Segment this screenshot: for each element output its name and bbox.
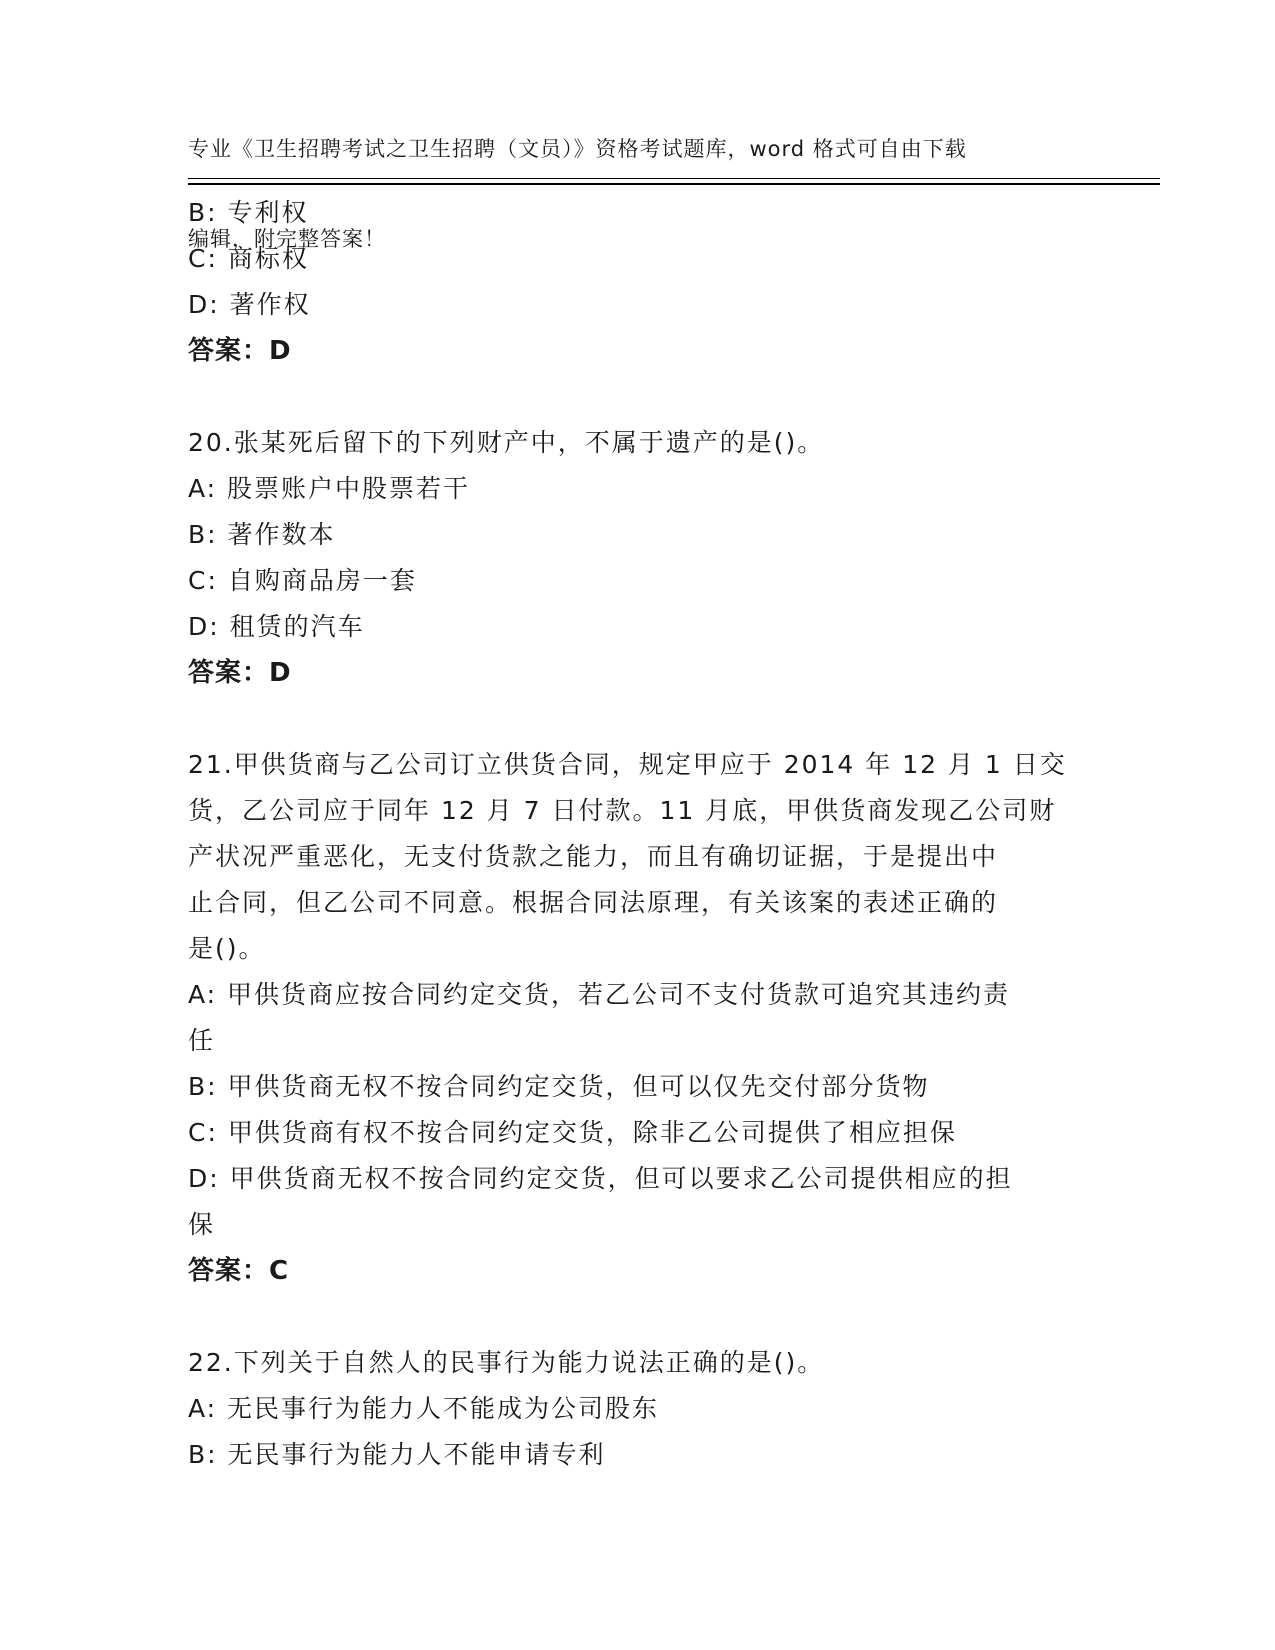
q21-question-line-3: 产状况严重恶化，无支付货款之能力，而且有确切证据，于是提出中 (188, 842, 999, 871)
q19-option-b: B: 专利权 (188, 198, 309, 227)
q21-question-line-2: 货，乙公司应于同年 12 月 7 日付款。11 月底，甲供货商发现乙公司财 (188, 796, 1057, 825)
question-20 (188, 420, 1088, 696)
spacer (188, 374, 1088, 420)
q20-answer: 答案：D (188, 658, 292, 688)
q21-option-a-line-2: 任 (188, 1026, 216, 1055)
q21-option-d-line-1: D: 甲供货商无权不按合同约定交货，但可以要求乙公司提供相应的担 (188, 1164, 1013, 1193)
q22-option-a: A: 无民事行为能力人不能成为公司股东 (188, 1394, 660, 1423)
q21-option-d-line-2: 保 (188, 1210, 216, 1239)
q21-question-line-1: 21.甲供货商与乙公司订立供货合同，规定甲应于 2014 年 12 月 1 日交 (188, 750, 1067, 779)
q21-answer: 答案：C (188, 1256, 290, 1286)
header-line-1: 专业《卫生招聘考试之卫生招聘（文员）》资格考试题库，word 格式可自由下载 (188, 137, 967, 161)
q20-option-c: C: 自购商品房一套 (188, 566, 417, 595)
q22-question: 22.下列关于自然人的民事行为能力说法正确的是()。 (188, 1348, 825, 1377)
q22-option-b: B: 无民事行为能力人不能申请专利 (188, 1440, 606, 1469)
question-content (188, 190, 1088, 1478)
spacer (188, 1294, 1088, 1340)
q19-option-c: C: 商标权 (188, 244, 309, 273)
question-21 (188, 742, 1088, 1294)
question-22 (188, 1340, 1088, 1478)
q21-question-line-5: 是()。 (188, 934, 266, 963)
header-line-2: 编辑，附完整答案！ (188, 227, 386, 251)
header-divider-thick (188, 183, 1160, 185)
q19-answer: 答案：D (188, 336, 292, 366)
spacer (188, 696, 1088, 742)
q20-option-a: A: 股票账户中股票若干 (188, 474, 471, 503)
q20-option-b: B: 著作数本 (188, 520, 336, 549)
q21-option-b: B: 甲供货商无权不按合同约定交货，但可以仅先交付部分货物 (188, 1072, 930, 1101)
question-19-tail (188, 190, 1088, 374)
q21-question-line-4: 止合同，但乙公司不同意。根据合同法原理，有关该案的表述正确的 (188, 888, 999, 917)
q20-option-d: D: 租赁的汽车 (188, 612, 365, 641)
q20-question: 20.张某死后留下的下列财产中，不属于遗产的是()。 (188, 428, 825, 457)
q21-option-c: C: 甲供货商有权不按合同约定交货，除非乙公司提供了相应担保 (188, 1118, 957, 1147)
q19-option-d: D: 著作权 (188, 290, 311, 319)
q21-option-a-line-1: A: 甲供货商应按合同约定交货，若乙公司不支付货款可追究其违约责 (188, 980, 1011, 1009)
header-divider-thin (188, 178, 1160, 179)
